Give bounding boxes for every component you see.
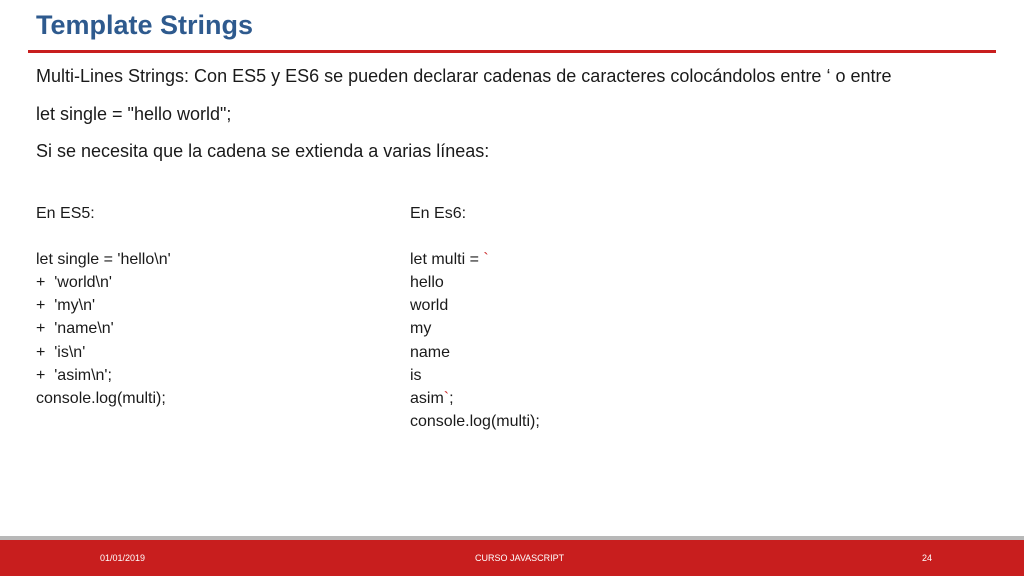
es6-code-line: world [410,297,449,315]
backtick-close: ` [443,389,450,407]
es6-column [410,202,540,433]
es5-code-line: console.log(multi); [36,389,166,407]
slide-title: Template Strings [36,10,254,40]
code-text: ; [449,389,454,407]
multiline-intro-text: Si se necesita que la cadena se extienda a varias líneas: [36,141,490,161]
page-number: 24 [922,553,933,563]
es6-code-line: name [410,343,451,361]
es5-code-line: + 'my\n' [36,297,96,315]
es5-code-line: + 'is\n' [36,343,86,361]
es6-code-line: hello [410,274,444,292]
es5-code-line: let single = 'hello\n' [36,251,171,269]
es6-code-line [410,387,540,410]
es6-code-line: is [410,366,422,384]
blank-line [410,225,540,248]
blank-line [36,225,171,248]
code-text: let multi = [410,251,484,269]
es6-code-line [410,248,540,271]
backtick-open: ` [483,251,489,269]
es6-code-line: my [410,320,432,338]
footer-bar [0,540,1024,576]
footer-date: 01/01/2019 [100,553,146,563]
es5-heading: En ES5: [36,205,95,222]
es6-heading: En Es6: [410,205,467,222]
footer-course: CURSO JAVASCRIPT [475,553,565,563]
es5-code-line: + 'name\n' [36,320,114,338]
single-line-example: let single = "hello world"; [36,104,232,124]
es5-code-line: + 'world\n' [36,274,112,292]
intro-text: Multi-Lines Strings: Con ES5 y ES6 se pueden declarar cadenas de caracteres colocándolos entre ‘ o entre [36,66,892,86]
code-text: asim [410,389,444,407]
es5-column [36,202,171,410]
es6-code-line: console.log(multi); [410,412,540,430]
es5-code-line: + 'asim\n'; [36,366,112,384]
title-divider [28,50,996,53]
